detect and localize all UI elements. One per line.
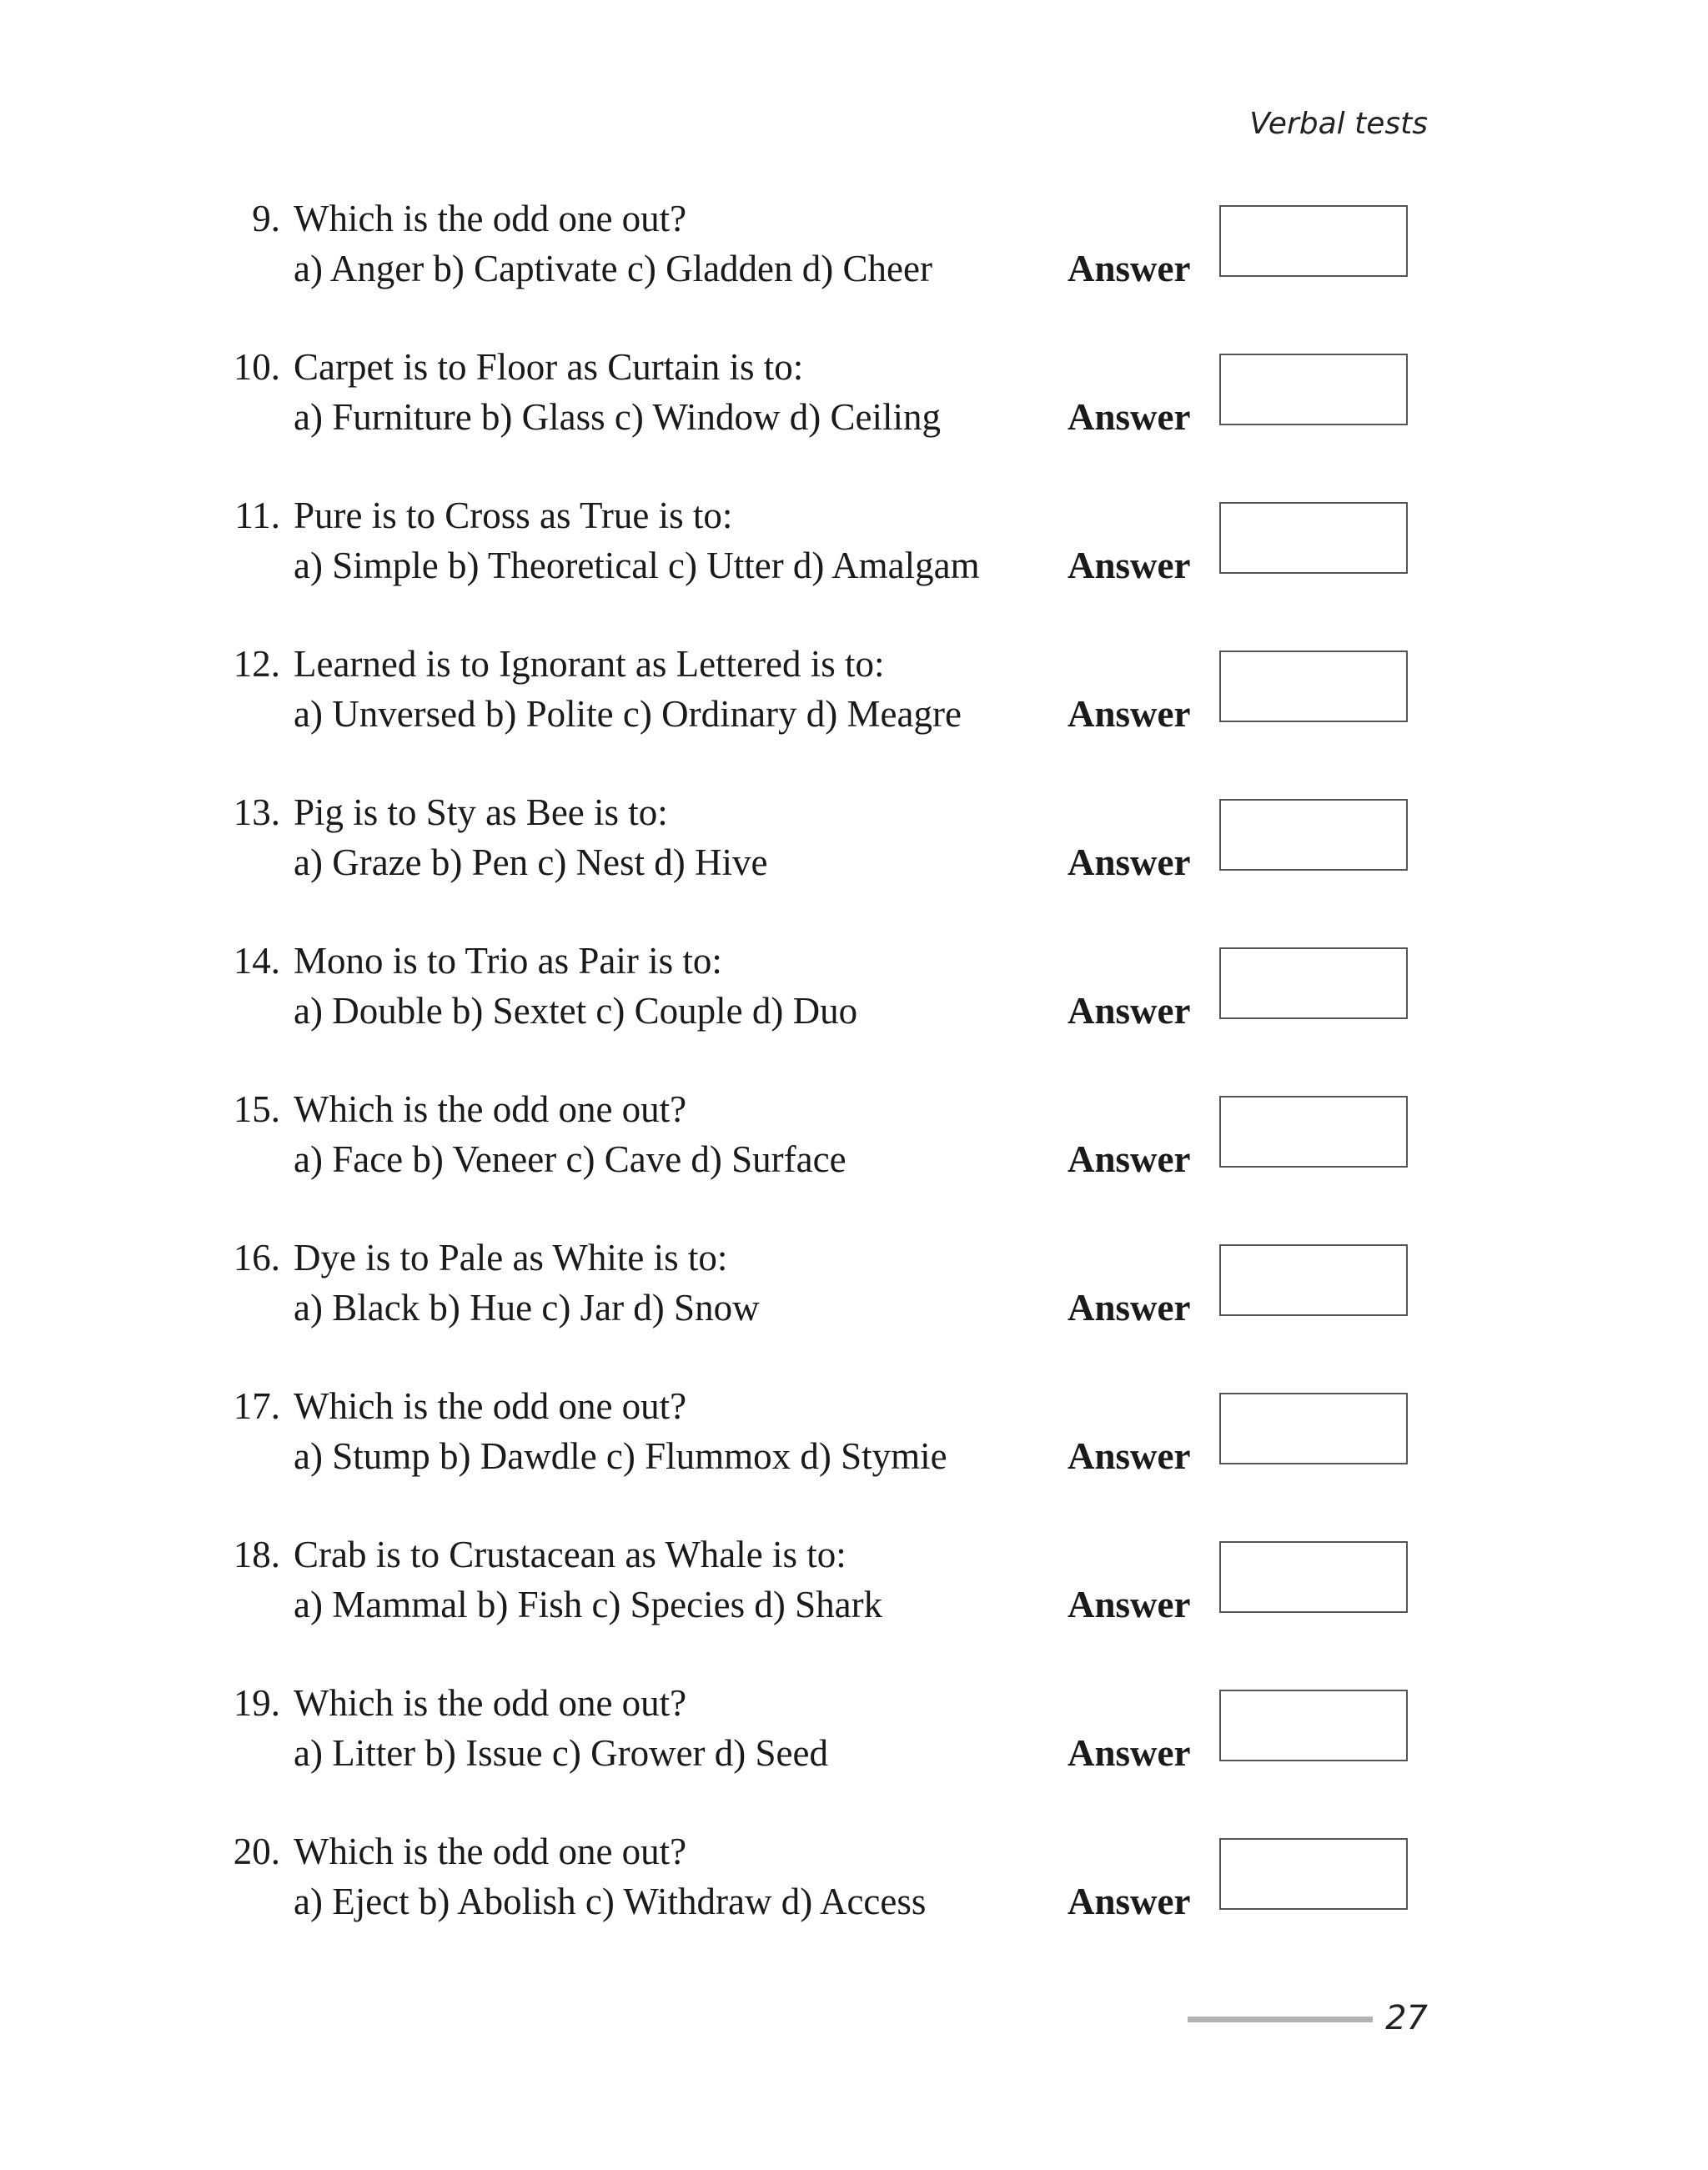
question-options: a) Unversed b) Polite c) Ordinary d) Meagre [294,693,962,735]
question-number: 20. [233,1831,280,1872]
question-options: a) Stump b) Dawdle c) Flummox d) Stymie [294,1435,947,1477]
question-options: a) Anger b) Captivate c) Gladden d) Cheer [294,248,932,289]
question-number: 10. [233,346,280,388]
question-options: a) Litter b) Issue c) Grower d) Seed [294,1732,828,1774]
question-stem: Learned is to Ignorant as Lettered is to: [294,643,885,685]
question-stem: Which is the odd one out? [294,198,687,239]
answer-label: Answer [1068,1138,1191,1180]
question-stem: Carpet is to Floor as Curtain is to: [294,346,804,388]
question-number: 17. [233,1385,280,1427]
answer-box[interactable] [1219,502,1408,574]
question-item [0,342,1708,490]
answer-box[interactable] [1219,947,1408,1019]
answer-box[interactable] [1219,799,1408,871]
answer-box[interactable] [1219,1541,1408,1613]
answer-label: Answer [1068,545,1191,586]
answer-box[interactable] [1219,1096,1408,1168]
answer-label: Answer [1068,1881,1191,1922]
answer-label: Answer [1068,396,1191,438]
question-options: a) Furniture b) Glass c) Window d) Ceiling [294,396,941,438]
question-number: 13. [233,791,280,833]
answer-box[interactable] [1219,1393,1408,1464]
question-options: a) Mammal b) Fish c) Species d) Shark [294,1584,883,1625]
question-stem: Which is the odd one out? [294,1682,687,1724]
question-item [0,1381,1708,1530]
answer-label: Answer [1068,693,1191,735]
question-number: 18. [233,1534,280,1575]
question-options: a) Graze b) Pen c) Nest d) Hive [294,841,768,883]
question-options: a) Eject b) Abolish c) Withdraw d) Access [294,1881,927,1922]
question-options: a) Simple b) Theoretical c) Utter d) Amalgam [294,545,980,586]
answer-box[interactable] [1219,205,1408,277]
question-number: 19. [233,1682,280,1724]
question-item [0,1084,1708,1233]
question-number: 14. [233,940,280,982]
question-stem: Pig is to Sty as Bee is to: [294,791,668,833]
question-number: 11. [234,495,280,536]
question-item [0,490,1708,639]
question-options: a) Face b) Veneer c) Cave d) Surface [294,1138,846,1180]
question-item [0,1826,1708,1975]
question-stem: Mono is to Trio as Pair is to: [294,940,722,982]
question-list [0,193,1708,1975]
question-number: 16. [233,1237,280,1278]
question-stem: Dye is to Pale as White is to: [294,1237,728,1278]
answer-label: Answer [1068,248,1191,289]
answer-label: Answer [1068,1287,1191,1329]
answer-box[interactable] [1219,354,1408,425]
answer-box[interactable] [1219,1690,1408,1761]
answer-label: Answer [1068,1435,1191,1477]
question-item [0,193,1708,342]
question-number: 9. [252,198,280,239]
answer-label: Answer [1068,990,1191,1032]
question-options: a) Double b) Sextet c) Couple d) Duo [294,990,858,1032]
answer-label: Answer [1068,1732,1191,1774]
answer-box[interactable] [1219,1838,1408,1910]
answer-label: Answer [1068,841,1191,883]
page-number: 27 [1385,1999,1428,2037]
footer-rule [1188,2017,1373,2022]
question-item [0,1233,1708,1381]
question-item [0,1678,1708,1826]
answer-box[interactable] [1219,650,1408,722]
answer-label: Answer [1068,1584,1191,1625]
question-number: 12. [233,643,280,685]
question-item [0,936,1708,1084]
question-stem: Which is the odd one out? [294,1088,687,1130]
question-stem: Pure is to Cross as True is to: [294,495,733,536]
question-item [0,639,1708,787]
question-stem: Crab is to Crustacean as Whale is to: [294,1534,846,1575]
running-header: Verbal tests [1249,107,1428,141]
question-stem: Which is the odd one out? [294,1385,687,1427]
question-number: 15. [233,1088,280,1130]
question-item [0,787,1708,936]
question-stem: Which is the odd one out? [294,1831,687,1872]
question-item [0,1530,1708,1678]
answer-box[interactable] [1219,1244,1408,1316]
question-options: a) Black b) Hue c) Jar d) Snow [294,1287,760,1329]
